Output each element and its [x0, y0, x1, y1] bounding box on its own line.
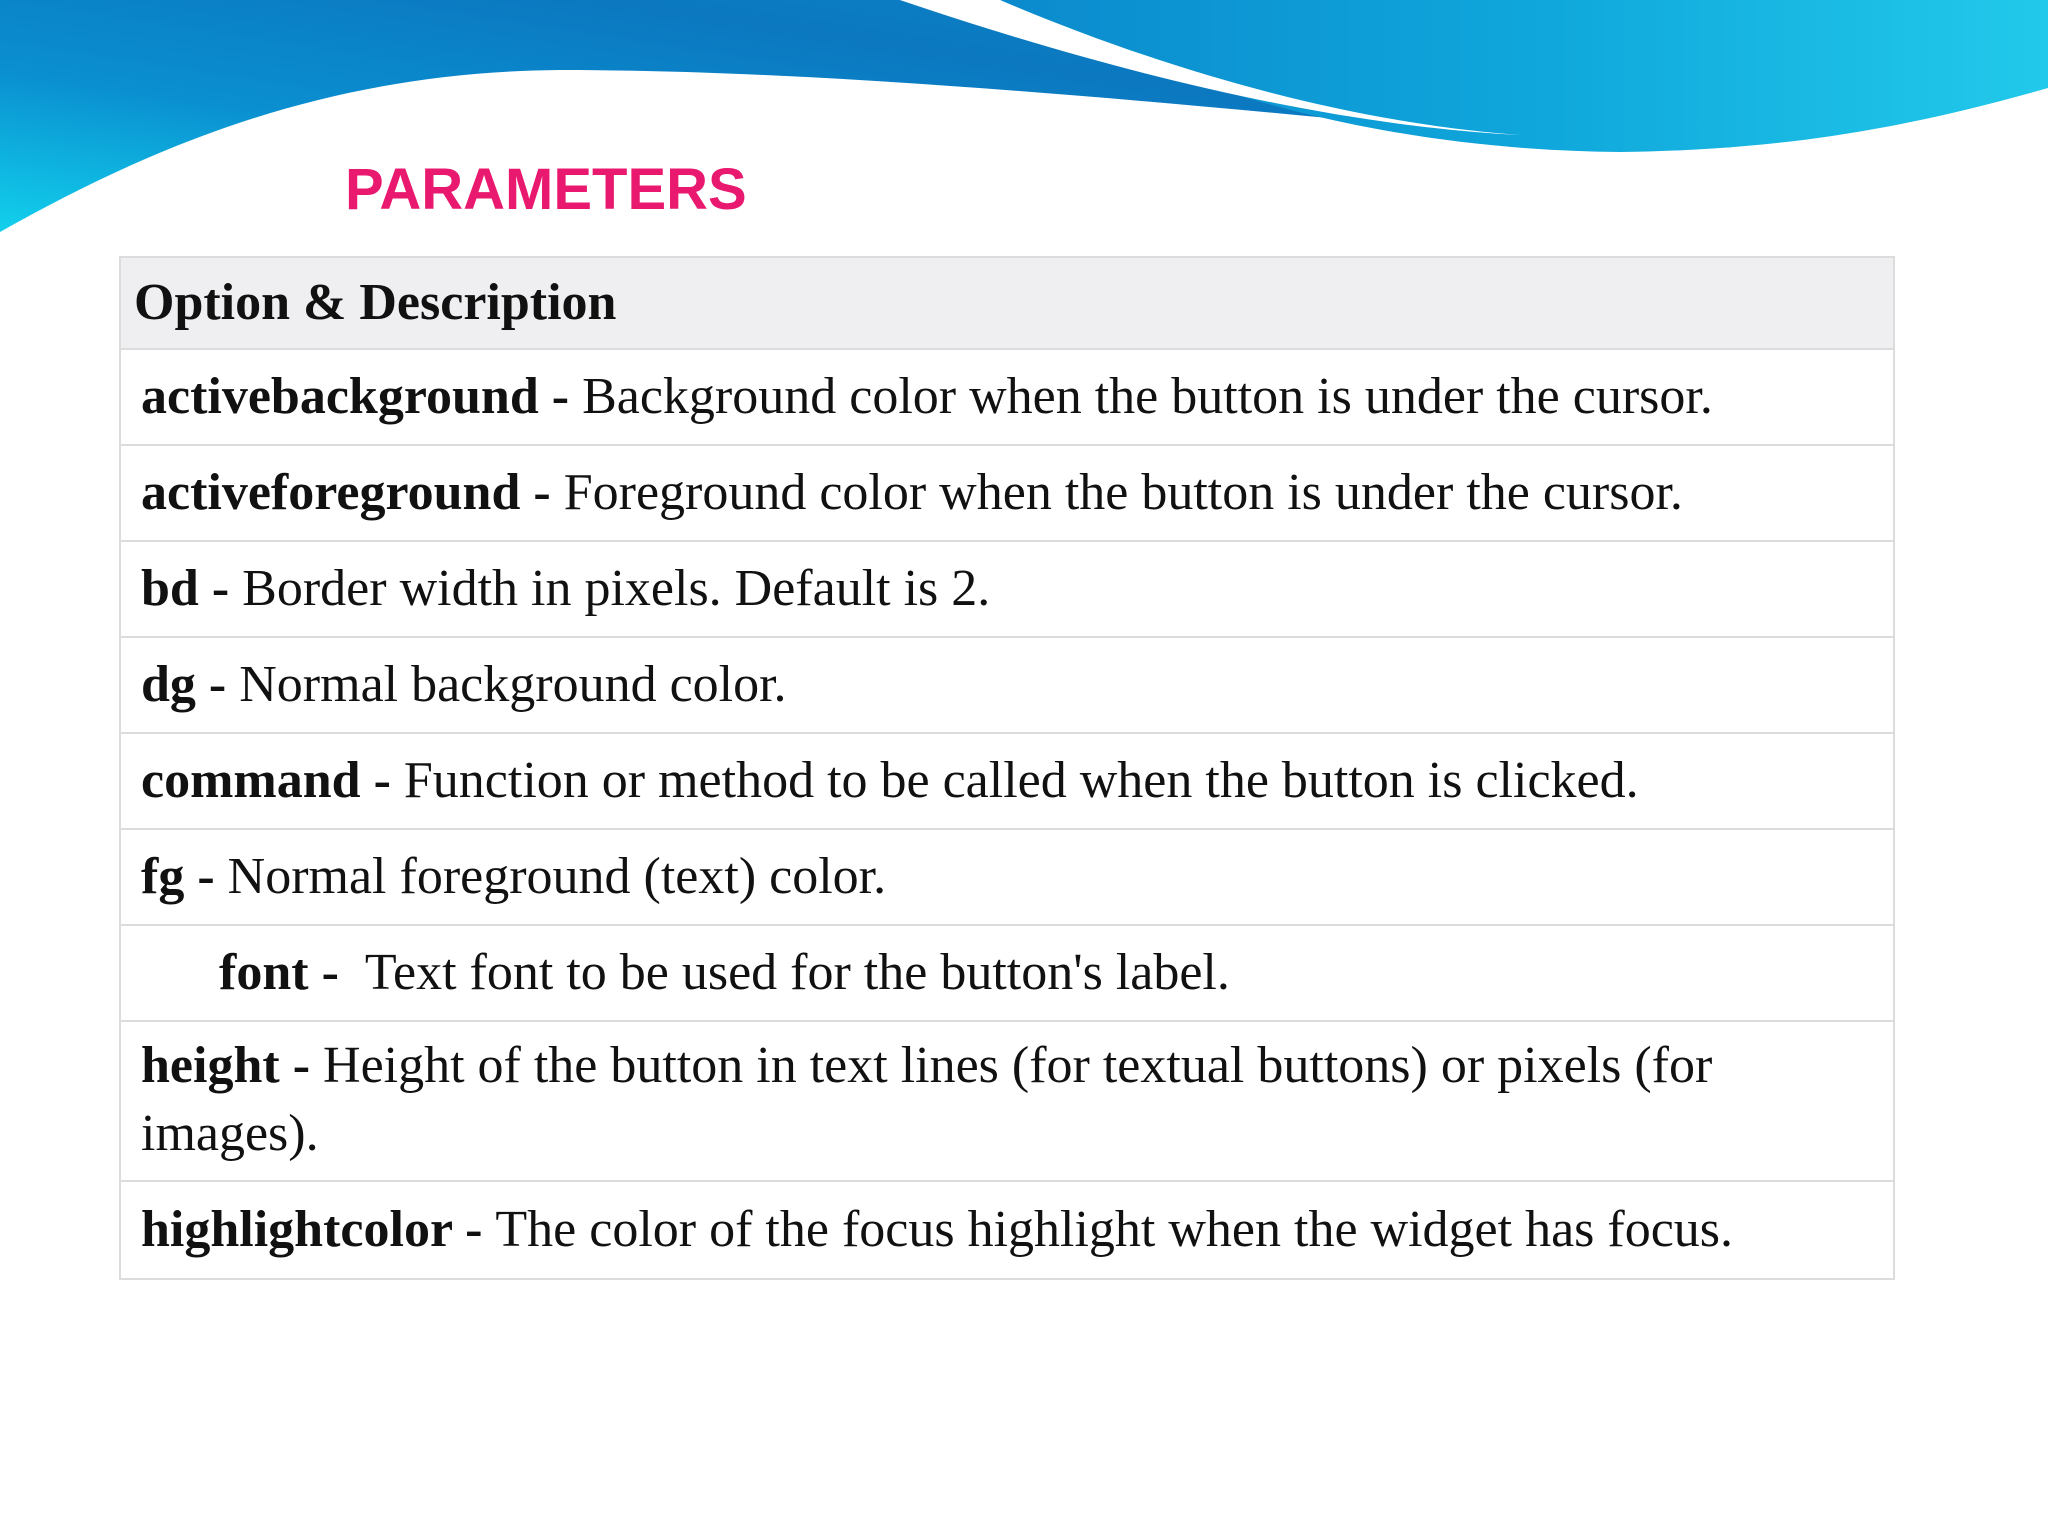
option-name: dg — [141, 656, 196, 713]
option-description: Normal foreground (text) color. — [227, 848, 887, 905]
option-name: height — [141, 1037, 280, 1094]
option-name: activebackground — [141, 368, 539, 425]
option-separator: - — [360, 752, 404, 809]
table-row — [121, 446, 1893, 542]
header-wave-decoration — [0, 0, 2048, 240]
option-description: Text font to be used for the button's label. — [364, 944, 1230, 1001]
table-header — [121, 258, 1893, 350]
table-row — [121, 1022, 1893, 1182]
table-row — [121, 542, 1893, 638]
table-row — [121, 734, 1893, 830]
option-separator: - — [195, 656, 240, 713]
option-separator: - — [520, 464, 564, 521]
option-name: bd — [141, 560, 199, 617]
option-description: Height of the button in text lines (for textual buttons) or pixels (for images). — [141, 1037, 1713, 1162]
options-table — [119, 256, 1895, 1280]
option-description: Foreground color when the button is under the cursor. — [563, 464, 1683, 521]
option-separator: - — [452, 1201, 496, 1258]
option-description: Border width in pixels. Default is 2. — [242, 560, 991, 617]
option-name: highlightcolor — [141, 1201, 453, 1258]
option-separator: - — [308, 944, 365, 1001]
option-description: Function or method to be called when the button is clicked. — [403, 752, 1639, 809]
option-separator: - — [184, 848, 228, 905]
option-name: activeforeground — [141, 464, 521, 521]
table-row — [121, 926, 1893, 1022]
table-row — [121, 350, 1893, 446]
table-header-label: Option & Description — [134, 274, 617, 331]
option-description: Background color when the button is under the cursor. — [582, 368, 1713, 425]
table-row — [121, 638, 1893, 734]
option-description: The color of the focus highlight when the widget has focus. — [495, 1201, 1734, 1258]
option-separator: - — [538, 368, 583, 425]
option-name: fg — [141, 848, 185, 905]
option-description: Normal background color. — [239, 656, 787, 713]
table-row — [121, 1182, 1893, 1278]
slide-title: PARAMETERS — [345, 157, 747, 222]
option-separator: - — [198, 560, 243, 617]
option-separator: - — [279, 1037, 324, 1094]
option-name: command — [141, 752, 361, 809]
option-name: font — [219, 944, 309, 1001]
